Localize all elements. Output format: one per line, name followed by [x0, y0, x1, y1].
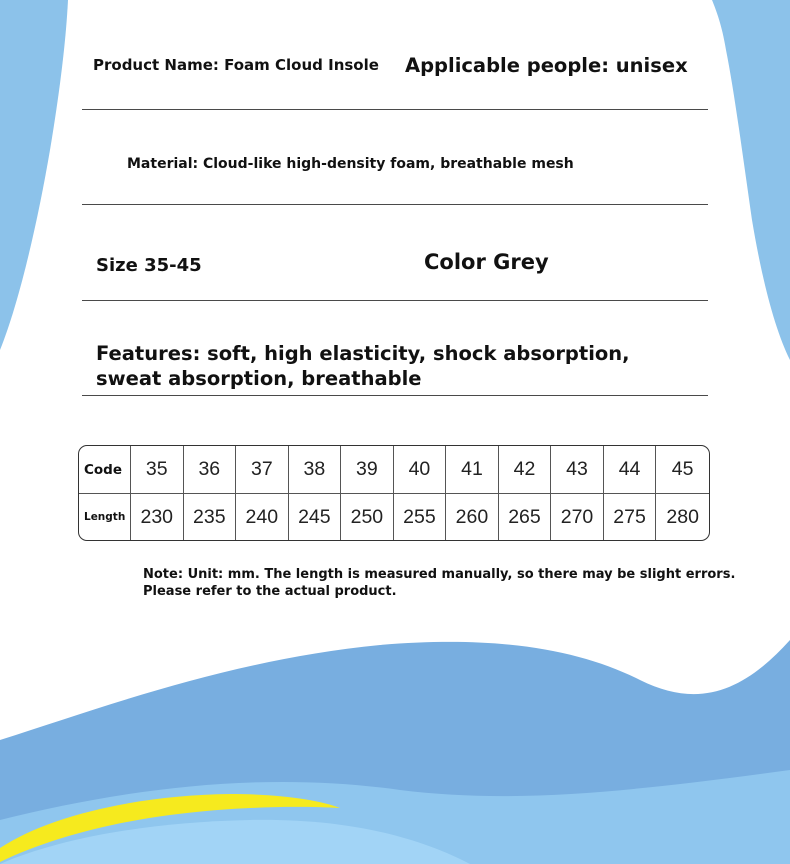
code-cell: 40 [394, 446, 447, 494]
divider [82, 300, 708, 301]
note-line-1: Note: Unit: mm. The length is measured manually, so there may be slight errors. [143, 567, 736, 582]
code-row [79, 446, 709, 494]
note-text [143, 566, 743, 600]
material-text: Material: Cloud-like high-density foam, breathable mesh [127, 156, 574, 172]
length-cell: 250 [341, 494, 394, 540]
length-cell: 235 [184, 494, 237, 540]
note-line-2: Please refer to the actual product. [143, 584, 397, 599]
applicable-people: Applicable people: unisex [405, 54, 688, 77]
product-name: Product Name: Foam Cloud Insole [93, 56, 379, 74]
divider [82, 109, 708, 110]
length-cell: 280 [666, 505, 699, 528]
code-cell: 42 [499, 446, 552, 494]
code-label: Code [79, 446, 131, 494]
length-row [79, 494, 709, 540]
features-line-2: sweat absorption, breathable [96, 367, 422, 390]
length-cell: 270 [551, 494, 604, 540]
length-cell: 240 [236, 494, 289, 540]
length-cell: 275 [604, 494, 657, 540]
length-cell: 265 [499, 494, 552, 540]
code-cell: 41 [446, 446, 499, 494]
code-cell: 38 [289, 446, 342, 494]
length-cell: 260 [446, 494, 499, 540]
size-chart-table [78, 445, 710, 541]
color-text: Color Grey [424, 250, 549, 274]
features-text [96, 341, 656, 391]
code-cell: 45 [656, 446, 709, 494]
size-text: Size 35-45 [96, 255, 202, 276]
length-label: Length [79, 494, 131, 540]
features-line-1: Features: soft, high elasticity, shock absorption, [96, 342, 630, 365]
code-cell: 37 [236, 446, 289, 494]
divider [82, 204, 708, 205]
divider [82, 395, 708, 396]
code-cell: 39 [341, 446, 394, 494]
code-cell: 44 [604, 446, 657, 494]
length-cell: 245 [289, 494, 342, 540]
code-cell: 43 [551, 446, 604, 494]
length-cell: 230 [131, 494, 184, 540]
code-cell: 36 [184, 446, 237, 494]
code-cell: 35 [131, 446, 184, 494]
length-cell: 255 [394, 494, 447, 540]
